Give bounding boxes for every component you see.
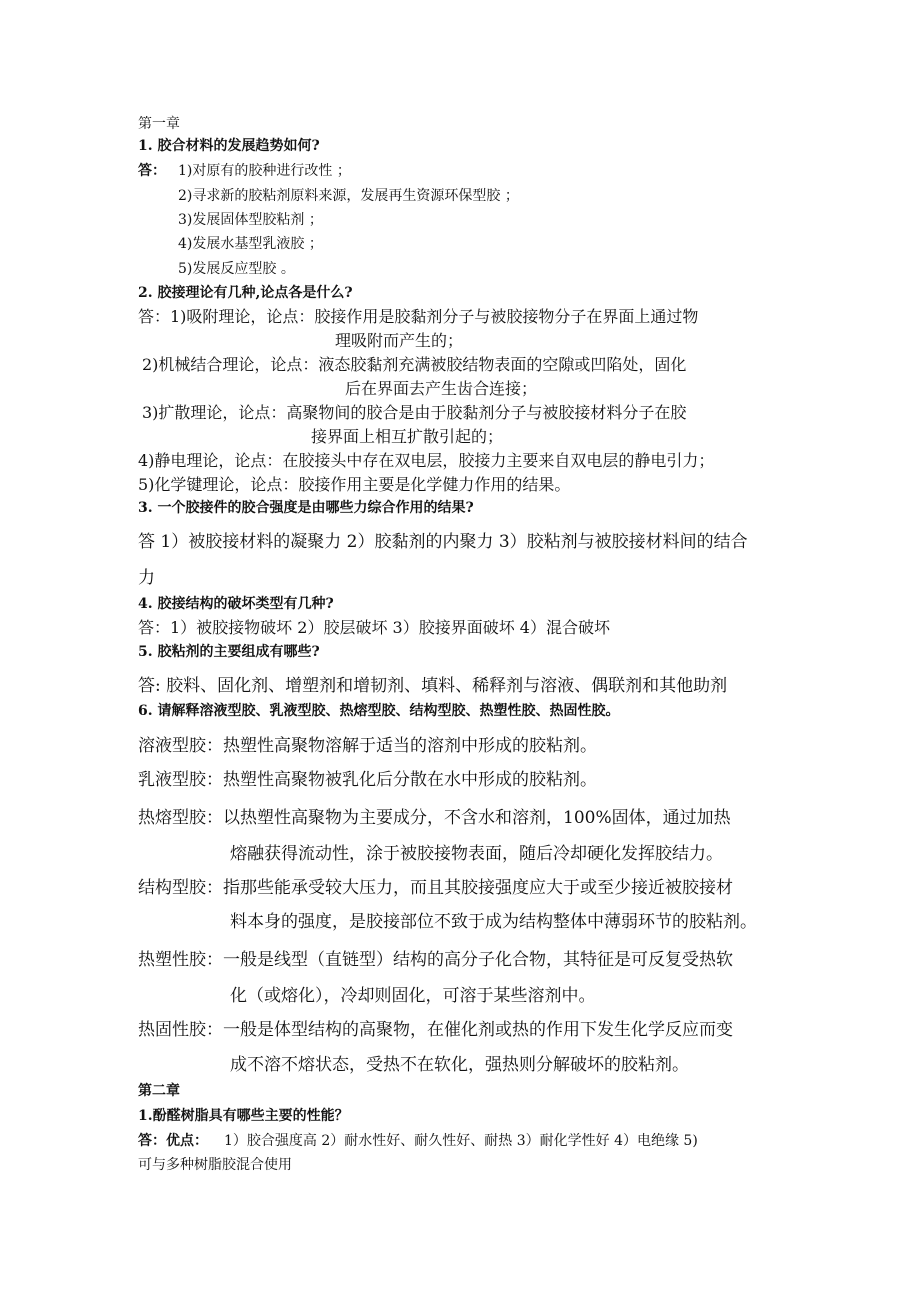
answer-label: 答：优点： [138,1133,208,1149]
answer-item: 1)对原有的胶种进行改性 ； [178,163,351,179]
answer-line: 4)静电理论，论点：在胶接头中存在双电层，胶接力主要来自双电层的静电引力； [138,451,715,470]
answer-line: 1）胶合强度高 2）耐水性好、耐久性好、耐热 3）耐化学性好 4）电绝缘 5) [224,1133,698,1149]
answer-line: 答：1)吸附理论，论点：胶接作用是胶黏剂分子与被胶接物分子在界面上通过物 [138,307,699,326]
definition-line: 乳液型胶：热塑性高聚物被乳化后分散在水中形成的胶粘剂。 [138,770,597,790]
answer-line: 5)化学键理论，论点：胶接作用主要是化学健力作用的结果。 [138,475,571,494]
answer-line: 接界面上相互扩散引起的； [311,427,504,446]
definition-line: 化（或熔化），冷却则固化，可溶于某些溶剂中。 [230,986,596,1006]
question-2-1: 1.酚醛树脂具有哪些主要的性能？ [138,1108,349,1124]
question-1-4: 4. 胶接结构的破坏类型有几种? [138,596,334,612]
definition-line: 热塑性胶：一般是线型（直链型）结构的高分子化合物，其特征是可反复受热软 [138,950,733,970]
answer-line: 3)扩散理论，论点：高聚物间的胶合是由于胶黏剂分子与被胶接材料分子在胶 [142,403,687,422]
answer-line: 答：1）被胶接物破坏 2）胶层破坏 3）胶接界面破坏 4）混合破坏 [138,618,610,637]
question-1-6: 6. 请解释溶液型胶、乳液型胶、热熔型胶、结构型胶、热塑性胶、热固性胶。 [138,703,620,719]
answer-line: 答: 胶料、固化剂、增塑剂和增韧剂、填料、稀释剂与溶液、偶联剂和其他助剂 [138,676,728,696]
definition-line: 结构型胶：指那些能承受较大压力，而且其胶接强度应大于或至少接近被胶接材 [138,878,733,898]
answer-line: 答 1）被胶接材料的凝聚力 2）胶黏剂的内聚力 3）胶粘剂与被胶接材料间的结合 [138,532,748,552]
question-1-2: 2. 胶接理论有几种,论点各是什么? [138,285,353,301]
definition-line: 溶液型胶：热塑性高聚物溶解于适当的溶剂中形成的胶粘剂。 [138,736,597,756]
chapter-2-title: 第二章 [138,1083,180,1099]
definition-line: 熔融获得流动性，涂于被胶接物表面，随后冷却硬化发挥胶结力。 [230,844,723,864]
question-1-3: 3. 一个胶接件的胶合强度是由哪些力综合作用的结果? [138,500,474,516]
definition-line: 料本身的强度，是胶接部位不致于成为结构整体中薄弱环节的胶粘剂。 [230,912,757,932]
answer-item: 5)发展反应型胶 。 [178,261,295,277]
answer-line: 可与多种树脂胶混合使用 [138,1157,292,1173]
question-1-1: 1. 胶合材料的发展趋势如何? [138,138,320,154]
answer-line: 后在界面去产生齿合连接； [345,379,538,398]
chapter-1-title: 第一章 [138,116,180,132]
answer-line: 理吸附而产生的； [335,331,464,350]
answer-line: 力 [138,568,155,588]
answer-label: 答： [138,163,166,179]
answer-item: 3)发展固体型胶粘剂 ； [178,212,323,228]
definition-line: 成不溶不熔状态，受热不在软化，强热则分解破坏的胶粘剂。 [230,1055,689,1075]
definition-line: 热固性胶：一般是体型结构的高聚物，在催化剂或热的作用下发生化学反应而变 [138,1020,733,1040]
definition-line: 热熔型胶：以热塑性高聚物为主要成分，不含水和溶剂，100%固体，通过加热 [138,808,731,828]
answer-item: 2)寻求新的胶粘剂原料来源，发展再生资源环保型胶 ； [178,188,519,204]
answer-line: 2)机械结合理论，论点：液态胶黏剂充满被胶结物表面的空隙或凹陷处，固化 [142,355,687,374]
question-1-5: 5. 胶粘剂的主要组成有哪些? [138,644,320,660]
answer-item: 4)发展水基型乳液胶 ； [178,236,323,252]
